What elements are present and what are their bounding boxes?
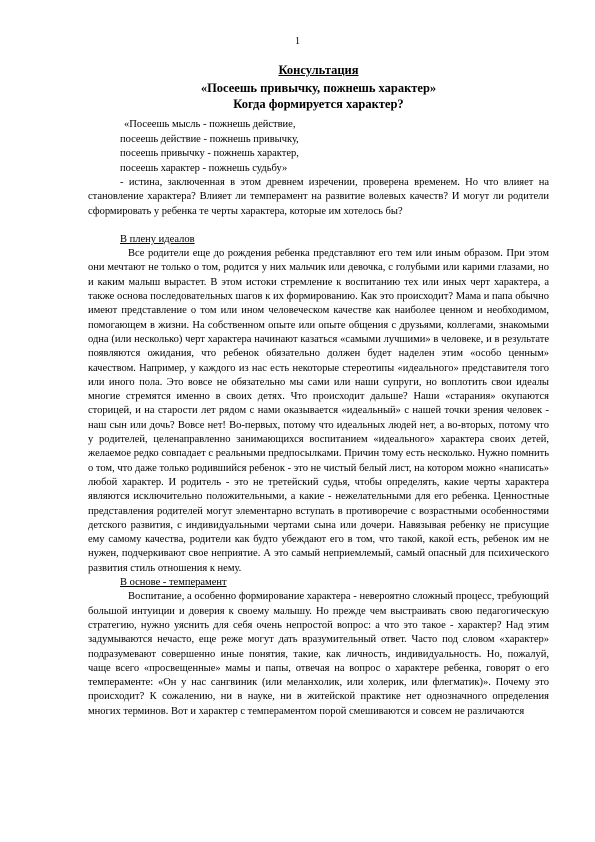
epigraph [88,118,549,176]
intro-paragraph: - истина, заключенная в этом древнем изречении, проверена временем. Но что влияет на становление характера? Влияет ли темперамент на развитие волевых качеств? И могут ли родители сформировать у ребенка те черты характера, которые им хотелось бы? [88,177,549,217]
document-title: Консультация [278,63,359,77]
epigraph-line: посеешь действие - пожнешь привычку, [120,133,299,145]
document-subtitle-question: Когда формируется характер? [233,97,404,111]
epigraph-line: посеешь привычку - пожнешь характер, [120,148,299,159]
epigraph-line: посеешь характер - пожнешь судьбу» [120,162,288,174]
document-subtitle-quote: «Посеешь привычку, пожнешь характер» [200,81,437,95]
section-paragraph-temperament: Воспитание, а особенно формирование характера - невероятно сложный процесс, требующий большой интуиции и доверия к своему малышу. Но прежде чем выстраивать свою педагогическую стратегию, нужно уяснить для себя очень непростой вопрос: а что это такое - характер? Над этим задумываются нечасто, еще реже могут дать вразумительный ответ. Часто под словом «характер» подразумевают совершенно иные понятия, такие, как личность, индивидуальность. Но, пожалуй, чаще всего «просвещенные» мамы и папы, отвечая на вопрос о характере ребенка, говорят о его темпераменте: «Он у нас сангвиник (или меланхолик, или холерик, или флегматик)». Почему это происходит? К сожалению, ни в науке, ни в житейской практике нет однозначного определения многих терминов. Вот и характер с темпераментом порой смешиваются и совсем не различаются [88,591,549,717]
section-paragraph-ideals: Все родители еще до рождения ребенка представляют его тем или иным образом. При этом они мечтают не только о том, родится у них мальчик или девочка, с голубыми или карими глазами, но и каким малыш вырастет. В этом истоки стремление к воспитанию тех или иных черт характера, а также основа последовательных шагов к их формированию. Как это происходит? Мама и папа обычно имеют представление о том или ином человеческом качестве как наиболее ценном и необходимом, помогающем в жизни. На собственном опыте или опыте общения с друзьями, коллегами, знакомыми одна (или несколько) черт характера начинают казаться «самыми лучшими» в человеке, и в результате появляются ожидания, что ребенок обязательно должен будет наделен этим «особо ценным» качеством. Например, у каждого из нас есть некоторые стереотипы «идеального» представителя того или иного пола. Это вовсе не обязательно мы сами или наши супруги, но воплотить свои идеалы многие стремятся именно в своих детях. Что происходит дальше? Наши «старания» окупаются сторицей, и на старости лет рядом с нами оказывается «идеальный» с нашей точки зрения человек - наш сын или дочь? Вовсе нет! Во-первых, потому что идеальных людей нет, а во-вторых, потому что у родителей, целенаправленно занимающихся воспитанием «идеального» характера своих детей, желаемое редко совпадает с реальными предпосылками. Причин тому есть несколько. Нужно помнить о том, что даже только родившийся ребенок - это не чистый белый лист, на котором можно «написать» любой характер. И родитель - это не третейский судья, чтобы определять, какие черты характера являются исключительно положительными, а какие - нежелательными для его ребенка. Ценностные представления родителей могут элементарно вступать в противоречие с возрастными особенностями детского развития, с индивидуальными чертами сына или дочери. Навязывая ребенку не присущие ему самому качества, родители как будто убеждают его в том, что такой, какой есть, ребенок им не нужен, подчеркивают свое неприятие. А это самый неприемлемый, самый опасный для психического развития стиль отношения к нему. [88,248,549,574]
page-number: 1 [295,36,300,47]
document-body [88,62,549,719]
epigraph-line: «Посеешь мысль - пожнешь действие, [124,119,296,130]
section-heading-temperament: В основе - темперамент [120,577,227,589]
section-heading-ideals: В плену идеалов [120,233,195,245]
